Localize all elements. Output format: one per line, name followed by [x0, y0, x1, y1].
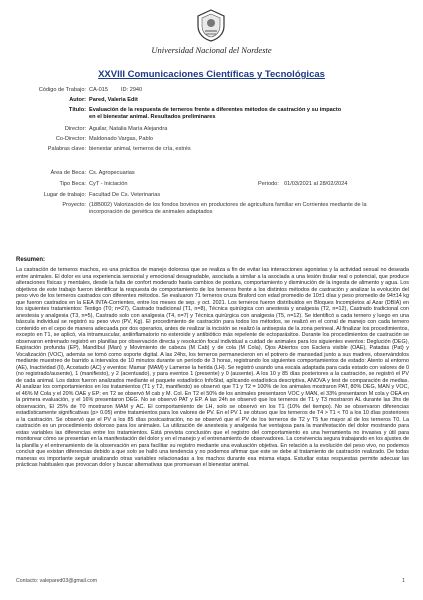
autor-label: Autor: [69, 97, 86, 103]
tipo-value: CyT - Iniciación [89, 181, 128, 187]
palabras-value: bienestar animal, terneros de cría, estrés [89, 146, 191, 152]
titulo-line-2: en el bienestar animal. Resultados preliminares [89, 114, 216, 120]
proyecto-line-2: incorporación de genética de animales adaptados [89, 209, 213, 215]
id-value: ID: 2940 [121, 87, 143, 93]
codigo-value: CA-015 [89, 87, 108, 93]
area-value: Cs. Agropecuarias [89, 170, 135, 176]
director-label: Director: [64, 126, 86, 132]
resumen-body: La castración de terneros machos, es una práctica de manejo dolorosa que se realiza a fin de evitar las interacciones agonistas y la actividad sexual no deseada entre animales. El dolor es una experiencia sensorial y emocional desagradable, asociada a similar a la asociada a una lesión tisular real o potencial, que produce alteraciones físicas y mentales, desde la falta de confort moderado hasta cambios de postura, comportamiento y disminución de la ingesta de alimento y agua. Los objetivos de este trabajo fueron identificar la respuesta de comportamiento de los terneros frente a los distintos métodos de castración y analizar la evolución del peso vivo de los terneros castrados con diferentes métodos. Se evaluaron 71 terneros cruza Braford con edad promedio de 10±1 días y peso promedio de 94±14 kg que fueron castrados en la EEA INTA-Corrientes, entre los meses de sep. y oct. 2021. Los terneros fueron distribuidos en Bloques Incompletos al Azar (DBIA) en los siguientes tratamientos: Testigo (T0; n=27), Castrado tradicional (T1, n=8), Técnica quirúrgica con anestesia y analgesia (T2, n=12), Castrado tradicional con anestesia y analgesia (T3, n=5), Castrado solo con analgesia (T4, n=7) y Técnica quirúrgica con analgesia (T5, n=12). Se identificó a cada ternero y luego en una báscula individual se registró su peso vivo (PV, Kg). El procedimiento de castración para todos los métodos, se realizó en el corral de manejo con cada ternero contenido en el cepo de manera adecuada por dos operarios, antes de realizar la incisión se realizó la antisepsia de la zona perineal. Al finalizar los procedimientos, excepto en T1, se aplicó, vía intramuscular, antiinflamatorio no esteroide y antibiótico más repelente de ectoparásitos. Durante los procedimientos de castración se observaron entrenado registró en planillas por observación directa y resolución focal individual a cuidad de animales para los siguientes eventos: Deglución (DEG), Espiración profunda (EP), Mandíbul (Man) y Movimiento de cabeza (M Cab) y de cola (M Cola), Ojos Abiertos con Esclera visible (OAE), Patadas (Pat) y Vocalización (VOC), además se tomó como soporte digital. A las 24hs, los terneros permanecieron en el potrero de mansedad junto a sus madres, observándolos mediante muestreo de barrido a intervalos de 10 minutos durante un período de 3 horas, registrando los siguientes comportamientos de estado: Atento al entorno (AE), Inactividad (II), Acostado (AC) y eventos: Mamar (MAM) y Lamerse la herida (LH). Se registró usando una escala adaptada para cada estado con valores de 0 (no registrado/ausente), 1 (manifiesto), y 2 (acentuado), y para eventos 1 (presente) y 0 (ausente). A los 10 y 85 días posteriores a la castración, se registró el PV de cada animal. Los datos fueron analizados mediante el paquete estadístico InfoStat, aplicando estadística descriptiva, ANOVA y test de comparación de medias. Al analizar los comportamientos en los tratamientos (T1 y T2, manifiesto) se observó que T1 y T2 = 100% de los animales mostraron PAT, 80% DEG, MAN y VOC, el 46% M Cola y el 20% OAE y EP; en T2 se observó M cab y M. Col. En T2 el 50% de los animales presentaron VOC y MAN, el 33% presentaron M cola y OEA en la primera evaluación, y el 16% presentaron DEG. No se observó PAT y EP. A las 24h se observó que los terneros de T1 y T3 mostraron AL durante las 3hs de observación, El 25% de T0 mostraron MAM y AC. El comportamiento de LH, solo se observó en los T1 (10% del tiempo). No se observaron diferencias estadísticamente significativas (p> 0.05) entre tratamientos para los valores de PV. En el PV 1 se obtuvo que los terneros de T4 > T1 < T0 a los 10 días posteriores a la castración. Se observó que el PV a los 85 días postcastración, no se observó que el PV de los terneros de T2 y T5 fue mayor al de los terneros T0. La castración es un procedimiento doloroso para los animales. La utilización de anestesia y analgesia fue ventajosa para la manifestación del dolor mostrando para estas variables las diferencias entre los tratamientos. Está prevista conclusión que el registro del comportamiento es una herramienta no invasiva y útil para monitorear cómo se presentan en la manifestación del dolor y en el manejo y el entrenamiento de observadores. La convivencia segura trabajando en los ajustes de la planilla y el entrenamiento de la observación en para facilitar su registro mediante una evaluación objetiva. En relación a la evolución del peso vivo, no podemos concluir que existan diferencias debido a que solo se halló una tendencia y no podemos afirmar que este se debe al tratamiento de castración realizado. De todas maneras es importante seguir analizando otras variables relacionadas a los machos durante esa misma etapa. Estudiar estas respuestas permite adecuar las prácticas habituales que provocan dolor y buscar alternativas que promuevan el bienestar animal. [16, 267, 409, 468]
meeting-title: XXVIII Comunicaciones Científicas y Tecnológicas [98, 69, 325, 80]
palabras-label: Palabras clave: [47, 146, 86, 152]
titulo-label: Título: [68, 107, 86, 113]
proyecto-label: Proyecto: [62, 202, 86, 208]
codirector-value: Maldonado Vargas, Pablo [89, 136, 153, 142]
autor-value: Pared, Valeria Edit [89, 97, 138, 103]
periodo-label: Periodo: [258, 181, 279, 187]
proyecto-line-1: (18B002) Valorización de los fondos bovinos en productores de agricultura familiar en Corrientes mediante de la [89, 202, 367, 208]
contact-line: Contacto: valepared03@gmail.com [16, 578, 98, 584]
codigo-label: Código de Trabajo: [38, 87, 86, 93]
tipo-label: Tipo Beca: [59, 181, 86, 187]
lugar-label: Lugar de trabajo: [43, 192, 86, 198]
university-name: Universidad Nacional del Nordeste [151, 45, 272, 55]
periodo-value: 01/03/2021 al 28/02/2024 [284, 181, 348, 187]
university-crest-icon [194, 8, 228, 42]
titulo-line-1: Evaluación de la respuesta de terneros frente a diferentes métodos de castración y su impacto [89, 107, 342, 113]
page-number: 1 [402, 578, 405, 584]
area-label: Área de Beca: [50, 170, 86, 176]
lugar-value: Facultad De Cs. Veterinarias [89, 192, 161, 198]
resumen-heading: Resumen: [16, 257, 46, 263]
codirector-label: Co-Director: [55, 136, 86, 142]
director-value: Aguilar, Natalia María Alejandra [89, 126, 168, 132]
